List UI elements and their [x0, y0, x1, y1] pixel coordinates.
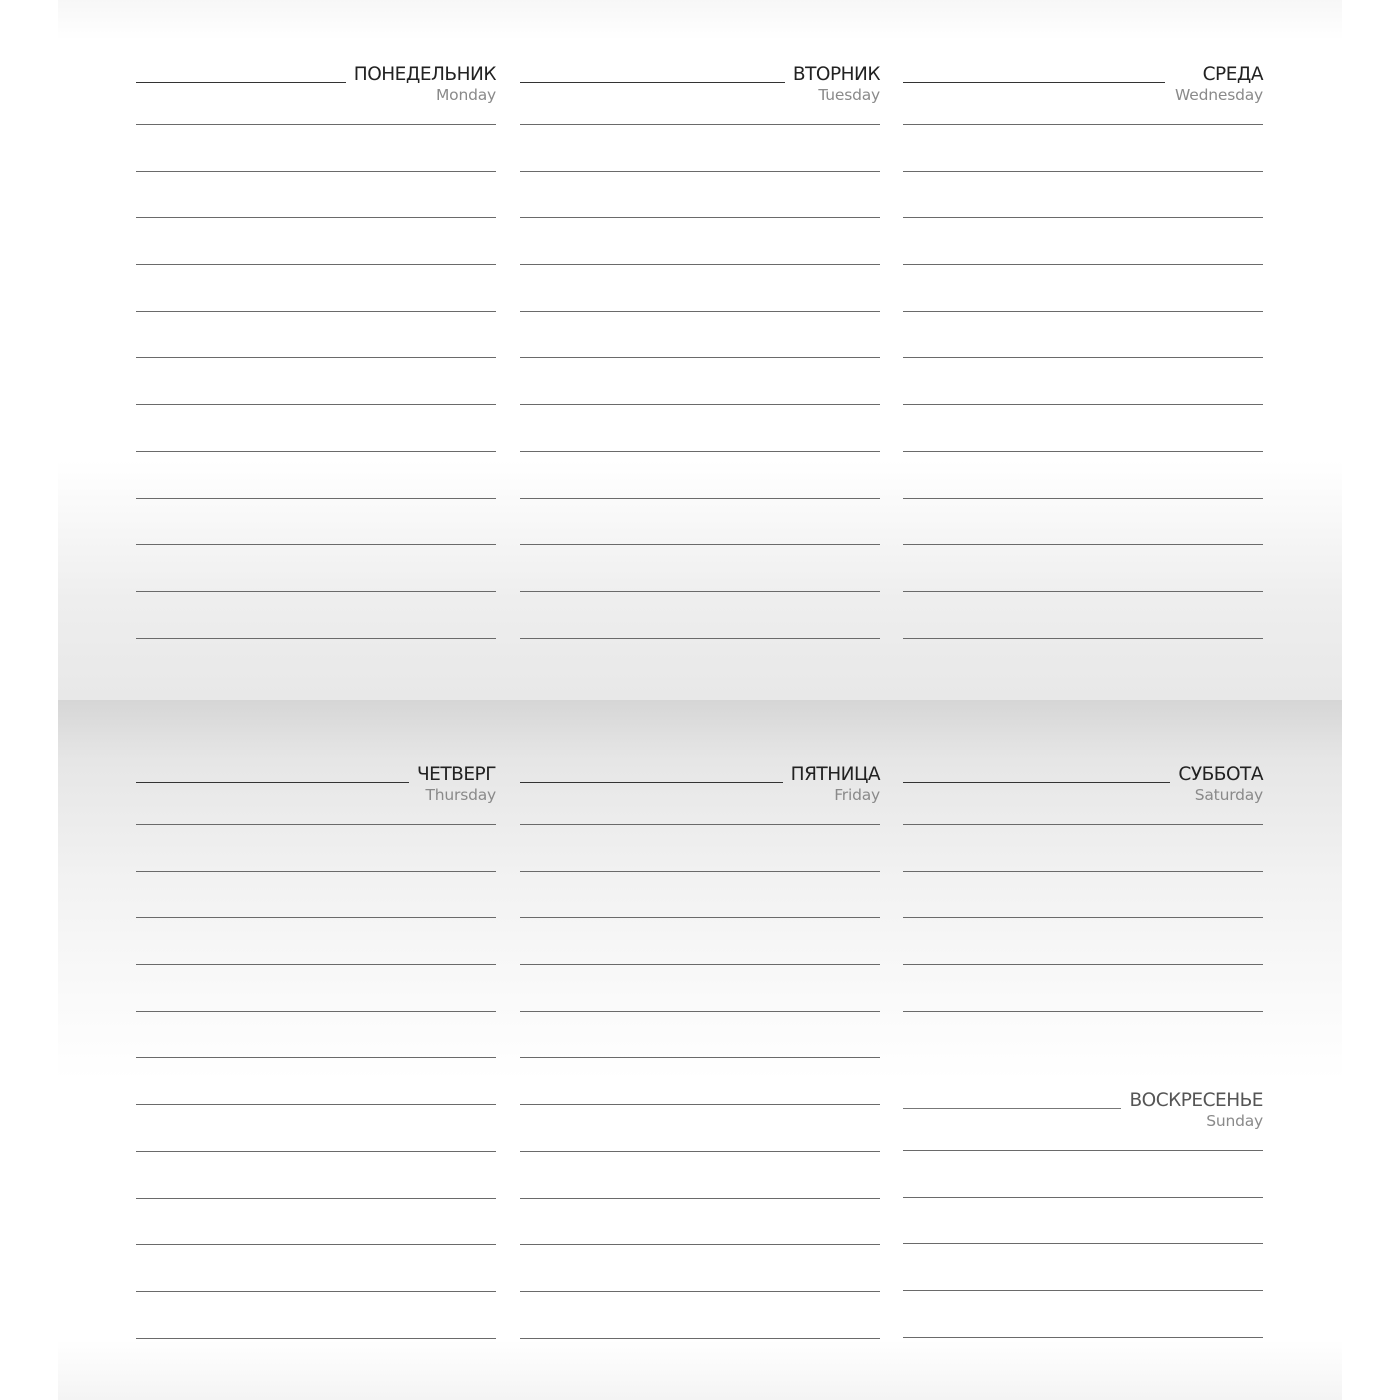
day-title-en: Thursday — [425, 786, 496, 804]
writing-lines[interactable] — [136, 816, 496, 1339]
writing-line[interactable] — [903, 172, 1263, 219]
writing-line[interactable] — [136, 1012, 496, 1059]
writing-line[interactable] — [903, 1244, 1263, 1291]
writing-line[interactable] — [520, 452, 880, 499]
writing-line[interactable] — [136, 545, 496, 592]
writing-line[interactable] — [903, 125, 1263, 172]
writing-line[interactable] — [903, 965, 1263, 1012]
day-header — [903, 760, 1263, 816]
writing-line[interactable] — [903, 816, 1263, 825]
day-title-en: Wednesday — [1175, 86, 1263, 104]
writing-line[interactable] — [520, 218, 880, 265]
writing-line[interactable] — [136, 816, 496, 825]
header-rule — [520, 782, 783, 783]
writing-line[interactable] — [520, 1152, 880, 1199]
day-title-en: Tuesday — [818, 86, 880, 104]
day-title-en: Saturday — [1194, 786, 1263, 804]
writing-line[interactable] — [903, 218, 1263, 265]
writing-line[interactable] — [520, 872, 880, 919]
writing-line[interactable] — [136, 116, 496, 125]
writing-line[interactable] — [520, 116, 880, 125]
writing-line[interactable] — [520, 545, 880, 592]
writing-lines[interactable] — [903, 116, 1263, 639]
writing-line[interactable] — [520, 265, 880, 312]
writing-line[interactable] — [520, 405, 880, 452]
writing-line[interactable] — [903, 116, 1263, 125]
writing-line[interactable] — [903, 592, 1263, 639]
day-title-ru: СУББОТА — [1178, 764, 1263, 785]
day-column-wednesday — [903, 60, 1263, 639]
header-rule — [520, 82, 785, 83]
writing-line[interactable] — [136, 918, 496, 965]
writing-line[interactable] — [903, 452, 1263, 499]
writing-line[interactable] — [136, 499, 496, 546]
writing-line[interactable] — [520, 499, 880, 546]
writing-line[interactable] — [136, 1292, 496, 1339]
day-column-thursday — [136, 760, 496, 1339]
day-title-ru: ВОСКРЕСЕНЬЕ — [1129, 1090, 1263, 1111]
day-header — [520, 760, 880, 816]
day-title-en: Sunday — [1206, 1112, 1263, 1130]
writing-line[interactable] — [136, 218, 496, 265]
header-rule — [903, 1108, 1121, 1109]
writing-line[interactable] — [520, 358, 880, 405]
writing-line[interactable] — [136, 405, 496, 452]
writing-line[interactable] — [903, 918, 1263, 965]
header-rule — [903, 782, 1170, 783]
planner-page-top — [58, 0, 1342, 700]
writing-lines[interactable] — [520, 116, 880, 639]
writing-line[interactable] — [136, 1058, 496, 1105]
writing-line[interactable] — [903, 825, 1263, 872]
day-column-tuesday — [520, 60, 880, 639]
writing-line[interactable] — [520, 592, 880, 639]
writing-line[interactable] — [520, 816, 880, 825]
writing-lines[interactable] — [903, 816, 1263, 1012]
writing-line[interactable] — [520, 125, 880, 172]
day-column-friday — [520, 760, 880, 1339]
day-column-monday — [136, 60, 496, 639]
writing-line[interactable] — [136, 172, 496, 219]
writing-line[interactable] — [903, 872, 1263, 919]
writing-line[interactable] — [903, 545, 1263, 592]
day-header — [136, 760, 496, 816]
day-title-en: Friday — [834, 786, 880, 804]
writing-line[interactable] — [136, 825, 496, 872]
day-header — [903, 60, 1263, 116]
writing-line[interactable] — [903, 1151, 1263, 1198]
header-rule — [903, 82, 1165, 83]
writing-line[interactable] — [520, 918, 880, 965]
writing-line[interactable] — [520, 312, 880, 359]
writing-line[interactable] — [520, 1245, 880, 1292]
writing-lines[interactable] — [136, 116, 496, 639]
header-rule — [136, 82, 346, 83]
writing-line[interactable] — [136, 1199, 496, 1246]
day-title-ru: СРЕДА — [1202, 64, 1263, 85]
writing-line[interactable] — [903, 405, 1263, 452]
writing-line[interactable] — [903, 1142, 1263, 1151]
writing-line[interactable] — [136, 1245, 496, 1292]
header-rule — [136, 782, 409, 783]
writing-line[interactable] — [136, 965, 496, 1012]
planner-page-bottom — [58, 700, 1342, 1400]
writing-line[interactable] — [520, 1012, 880, 1059]
writing-line[interactable] — [903, 1291, 1263, 1338]
writing-line[interactable] — [520, 1105, 880, 1152]
day-title-ru: ВТОРНИК — [792, 64, 880, 85]
writing-line[interactable] — [136, 592, 496, 639]
writing-line[interactable] — [520, 1199, 880, 1246]
writing-line[interactable] — [903, 265, 1263, 312]
writing-line[interactable] — [520, 172, 880, 219]
day-header — [136, 60, 496, 116]
writing-line[interactable] — [136, 1152, 496, 1199]
writing-line[interactable] — [136, 312, 496, 359]
writing-lines[interactable] — [520, 816, 880, 1339]
writing-line[interactable] — [520, 1292, 880, 1339]
planner-spread — [58, 0, 1342, 1400]
writing-line[interactable] — [903, 358, 1263, 405]
day-column-sunday — [903, 1086, 1263, 1338]
writing-line[interactable] — [903, 312, 1263, 359]
writing-line[interactable] — [136, 872, 496, 919]
writing-line[interactable] — [136, 452, 496, 499]
day-title-en: Monday — [436, 86, 496, 104]
day-title-ru: ПЯТНИЦА — [790, 764, 880, 785]
day-header — [520, 60, 880, 116]
day-header — [903, 1086, 1263, 1142]
writing-line[interactable] — [136, 1105, 496, 1152]
writing-line[interactable] — [136, 265, 496, 312]
writing-line[interactable] — [136, 125, 496, 172]
day-column-saturday — [903, 760, 1263, 1012]
writing-line[interactable] — [903, 1198, 1263, 1245]
day-title-ru: ПОНЕДЕЛЬНИК — [353, 64, 496, 85]
writing-line[interactable] — [520, 1058, 880, 1105]
writing-line[interactable] — [136, 358, 496, 405]
writing-lines[interactable] — [903, 1142, 1263, 1338]
day-title-ru: ЧЕТВЕРГ — [417, 764, 496, 785]
writing-line[interactable] — [903, 499, 1263, 546]
writing-line[interactable] — [520, 965, 880, 1012]
writing-line[interactable] — [520, 825, 880, 872]
